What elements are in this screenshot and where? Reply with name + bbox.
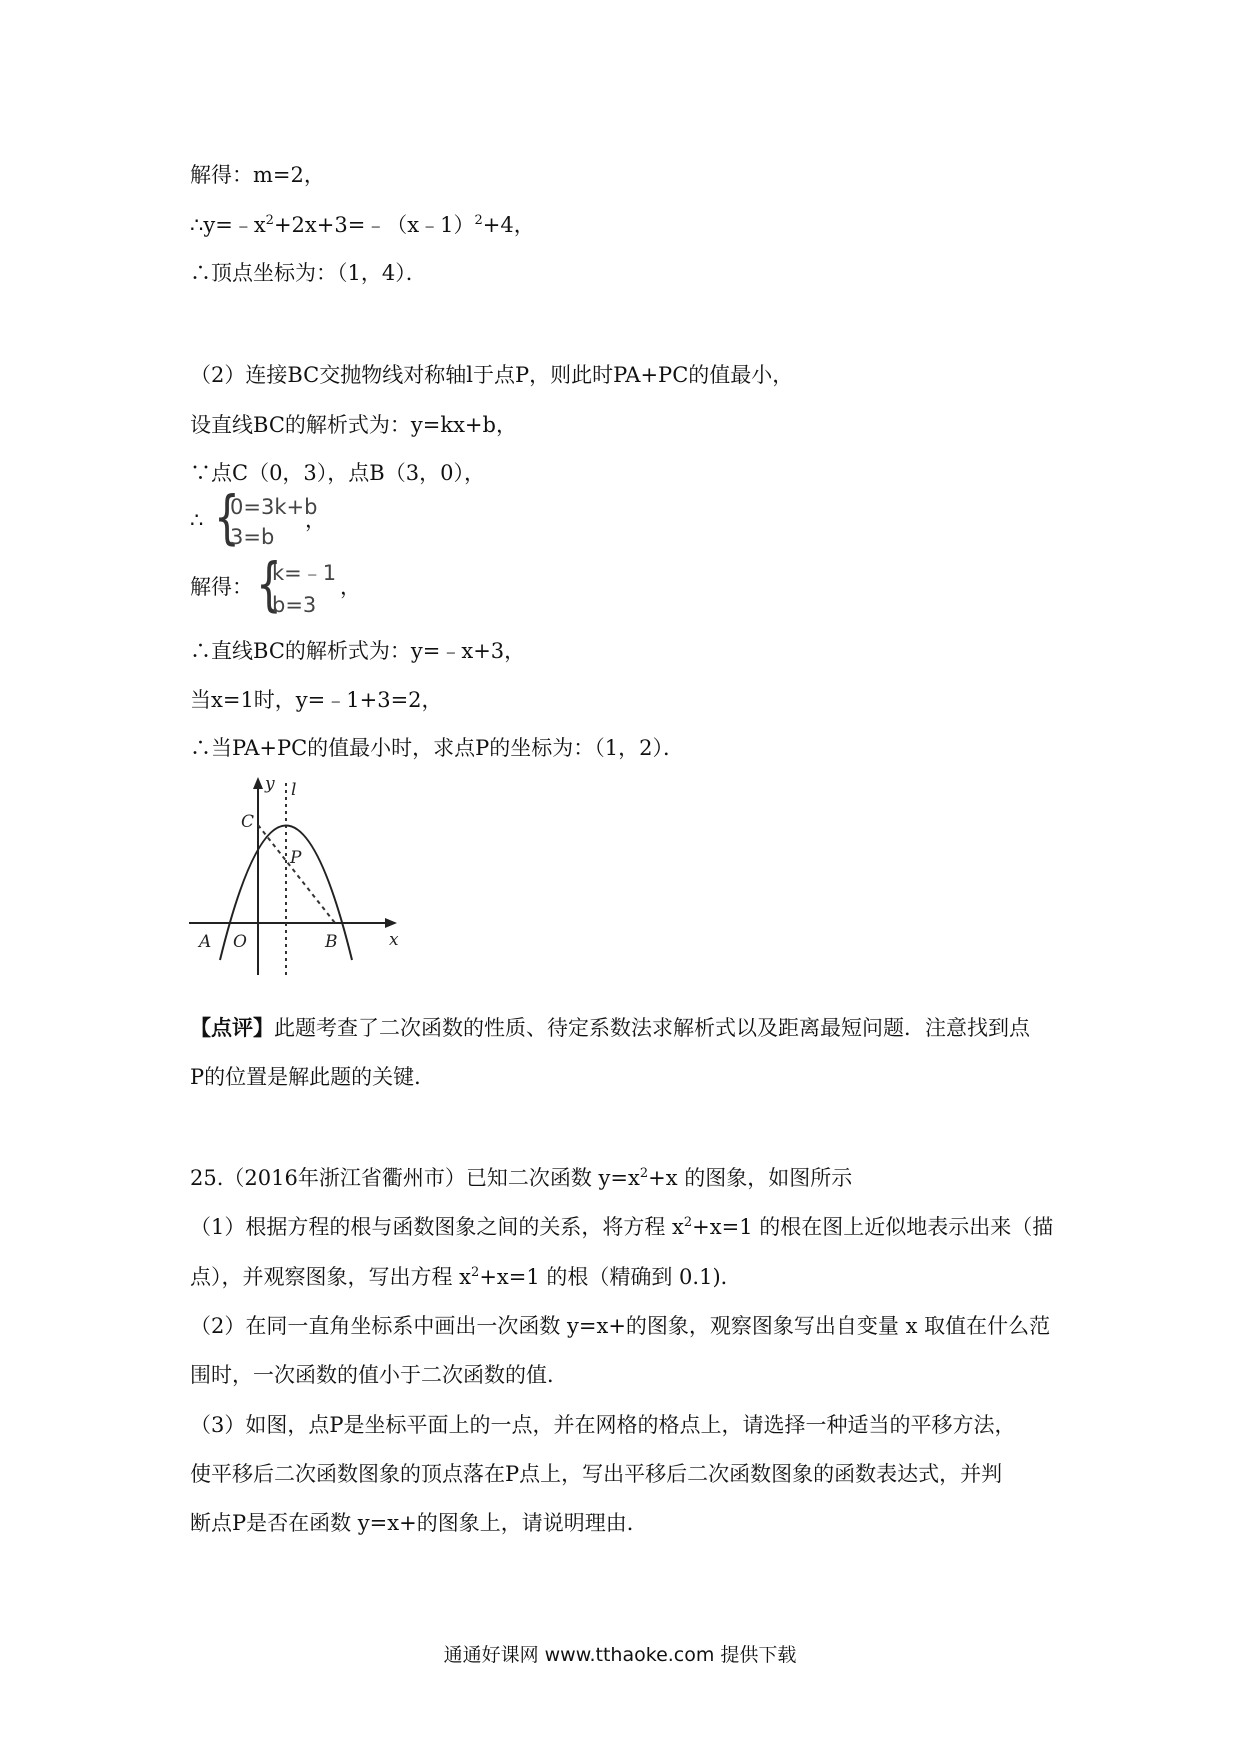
label-x: x: [389, 930, 399, 950]
bc-form-line: 设直线BC的解析式为：y=kx+b，: [190, 413, 517, 437]
problem25-part1-line1: （1）根据方程的根与函数图象之间的关系，将方程 $x^2+x=1$ 的根在图上近似地表示出来（描: [190, 1215, 1054, 1239]
solve-m-line: 解得：m=2，: [190, 163, 325, 187]
system2-suffix: ，: [340, 575, 361, 599]
segment-cb: [258, 825, 335, 923]
problem25-part2-line2: 围时，一次函数的值小于二次函数的值．: [190, 1363, 568, 1387]
system1-row2: 3=b: [230, 525, 275, 549]
label-y: y: [265, 775, 275, 794]
system1-suffix: ，: [305, 508, 326, 532]
problem25-part1-line2: 点），并观察图象，写出方程 $x^2+x=1$ 的根（精确到 0.1)．: [190, 1265, 742, 1289]
y-axis-arrow-icon: [253, 777, 263, 789]
label-c: C: [241, 812, 255, 832]
vertex-coordinates-line: ∴顶点坐标为：（1，4）．: [190, 261, 427, 285]
problem25-part3-line1: （3）如图，点P是坐标平面上的一点，并在网格的格点上，请选择一种适当的平移方法，: [190, 1413, 1016, 1437]
system1-prefix: ∴: [190, 508, 204, 532]
problem25-title: 25.（2016年浙江省衢州市）已知二次函数 $y=x^2+x$ 的图象，如图所示: [190, 1166, 853, 1190]
label-o: O: [233, 932, 247, 952]
label-l: l: [291, 780, 297, 800]
page-footer: 通通好课网 www.tthaoke.com 提供下载: [443, 1644, 797, 1666]
part2-intro-line: （2）连接BC交抛物线对称轴l于点P，则此时PA+PC的值最小，: [190, 363, 794, 387]
problem25-part3-line2: 使平移后二次函数图象的顶点落在P点上，写出平移后二次函数图象的函数表达式，并判: [190, 1462, 1003, 1486]
system2-prefix: 解得：: [190, 575, 253, 599]
comment-line-2: P的位置是解此题的关键．: [190, 1065, 436, 1089]
problem25-part2-line1: （2）在同一直角坐标系中画出一次函数 y=x+的图象，观察图象写出自变量 x 取值在什么范: [190, 1314, 1051, 1338]
system2-row2: b=3: [272, 593, 317, 617]
label-b: B: [325, 932, 338, 952]
system1-brace: {: [214, 483, 240, 551]
points-cb-line: ∵点C（0，3），点B（3，0），: [190, 461, 485, 485]
problem25-part3-line3: 断点P是否在函数 y=x+的图象上，请说明理由．: [190, 1511, 648, 1535]
system2-row1: k=﹣1: [272, 561, 337, 585]
label-a: A: [199, 932, 212, 952]
p-coordinates-line: ∴当PA+PC的值最小时，求点P的坐标为：（1，2）．: [190, 736, 685, 760]
x-equals-1-line: 当x=1时，y=﹣1+3=2，: [190, 688, 443, 712]
parabola-figure: [185, 775, 415, 985]
label-p: P: [290, 848, 302, 868]
comment-line-1: 【点评】此题考查了二次函数的性质、待定系数法求解析式以及距离最短问题．注意找到点: [190, 1015, 1030, 1040]
vertex-form-line: $\therefore y=﹣x^2+2x+3=﹣(x﹣1)^2+4$，: [190, 213, 535, 237]
x-axis-arrow-icon: [385, 918, 397, 928]
system1-row1: 0=3k+b: [230, 495, 318, 519]
bc-result-line: ∴直线BC的解析式为：y=﹣x+3，: [190, 639, 526, 663]
system2-brace: {: [256, 550, 282, 618]
